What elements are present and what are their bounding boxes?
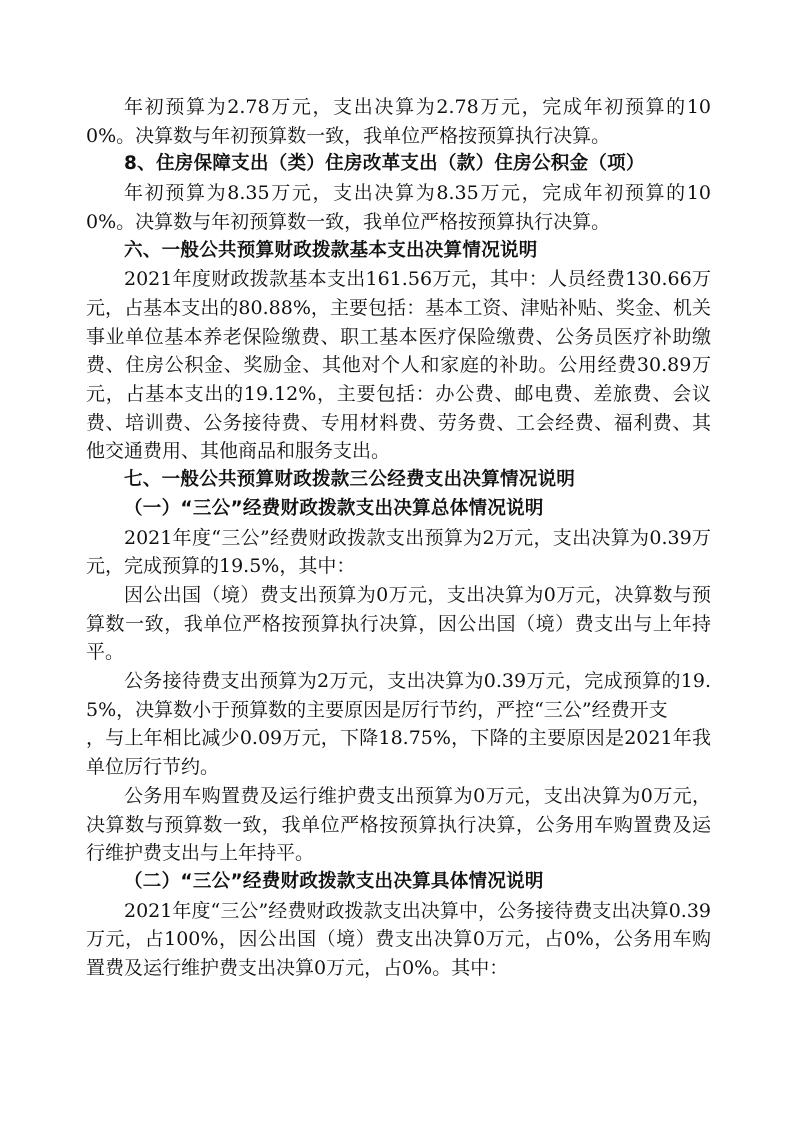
heading-section-7: 七、一般公共预算财政拨款三公经费支出决算情况说明 <box>124 469 576 491</box>
paragraph-reception-change: ，与上年相比减少0.09万元，下降18.75%，下降的主要原因是2021年我单位厉行节约。 <box>86 727 711 779</box>
paragraph-reception-budget: 公务接待费支出预算为2万元，支出决算为0.39万元，完成预算的19.5%，决算数小于预算数的主要原因是厉行节约，严控“三公”经费开支 <box>86 670 711 721</box>
paragraph-three-public-total: 2021年度“三公”经费财政拨款支出预算为2万元，支出决算为0.39万元，完成预算的19.5%，其中： <box>86 526 711 578</box>
paragraph-budget-item-7: 年初预算为2.78万元，支出决算为2.78万元，完成年初预算的100%。决算数与年初预算数一致，我单位严格按预算执行决算。 <box>86 96 711 147</box>
heading-housing-fund: 8、住房保障支出（类）住房改革支出（款）住房公积金（项） <box>124 153 645 175</box>
heading-section-6: 六、一般公共预算财政拨款基本支出决算情况说明 <box>124 239 538 261</box>
paragraph-vehicle: 公务用车购置费及运行维护费支出预算为0万元，支出决算为0万元，决算数与预算数一致，我单位严格按预算执行决算，公务用车购置费及运行维护费支出与上年持平。 <box>86 784 711 865</box>
heading-section-7-2: （二）“三公”经费财政拨款支出决算具体情况说明 <box>124 870 544 892</box>
document-page <box>86 93 711 983</box>
paragraph-basic-expenditure: 2021年度财政拨款基本支出161.56万元，其中：人员经费130.66万元，占基本支出的80.88%，主要包括：基本工资、津贴补贴、奖金、机关事业单位基本养老保险缴费、职工基本医疗保险缴费、公务员医疗补助缴费、住房公积金、奖励金、其他对个人和家庭的补助。公用经费30.89万元，占基本支出的19.12%，主要包括：办公费、邮电费、差旅费、会议费、培训费、公务接待费、专用材料费、劳务费、工会经费、福利费、其他交通费用、其他商品和服务支出。 <box>86 268 711 463</box>
paragraph-housing-fund: 年初预算为8.35万元，支出决算为8.35万元，完成年初预算的100%。决算数与年初预算数一致，我单位严格按预算执行决算。 <box>86 182 711 233</box>
paragraph-overseas-travel: 因公出国（境）费支出预算为0万元，支出决算为0万元，决算数与预算数一致，我单位严格按预算执行决算，因公出国（境）费支出与上年持平。 <box>86 583 711 664</box>
paragraph-three-public-detail: 2021年度“三公”经费财政拨款支出决算中，公务接待费支出决算0.39万元，占100%，因公出国（境）费支出决算0万元，占0%，公务用车购置费及运行维护费支出决算0万元，占0%。其中： <box>86 899 711 980</box>
heading-section-7-1: （一）“三公”经费财政拨款支出决算总体情况说明 <box>124 497 544 519</box>
